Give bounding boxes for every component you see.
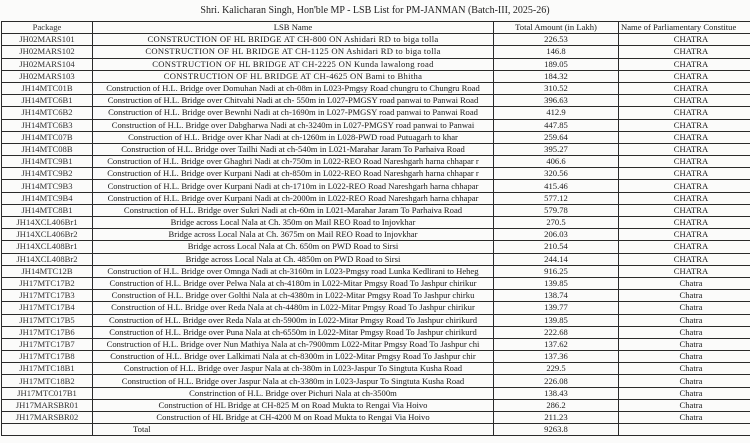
constituency-cell: CHATRA (619, 143, 750, 155)
lsb-name-cell: Construction of H.L. Bridge over Jaspur Nala at ch-3380m in L023-Jaspur To Singtuta Kusha Road (93, 375, 494, 387)
constituency-cell: Chatra (619, 351, 750, 363)
lsb-name-cell: CONSTRUCTION OF HL BRIDGE AT CH-1125 ON Ashidari RD to biga tolla (93, 46, 494, 58)
amount-cell: 259.64 (494, 131, 619, 143)
package-cell: JH17MTC18B1 (2, 363, 93, 375)
table-row (2, 34, 750, 46)
lsb-table (1, 21, 750, 436)
package-cell: JH14MTC6B2 (2, 107, 93, 119)
lsb-name-cell: Construction of H.L. Bridge over Bewnhi Nadi at ch-1690m in L027-PMGSY road panwai to Panwai Road (93, 107, 494, 119)
table-body (2, 34, 750, 424)
amount-cell: 222.68 (494, 326, 619, 338)
lsb-name-cell: Construction of H.L. Bridge over Domuhan Nadi at ch-08m in L023-Pmgsy Road chungru to Chungru Road (93, 82, 494, 94)
header-total-amount: Total Amount (in Lakh) (494, 22, 619, 34)
table-row (2, 290, 750, 302)
constituency-cell: CHATRA (619, 253, 750, 265)
table-row (2, 363, 750, 375)
table-row (2, 412, 750, 424)
constituency-cell: Chatra (619, 338, 750, 350)
constituency-cell: CHATRA (619, 58, 750, 70)
constituency-cell: Chatra (619, 375, 750, 387)
table-row (2, 387, 750, 399)
table-row (2, 192, 750, 204)
table-row (2, 399, 750, 411)
amount-cell: 139.85 (494, 277, 619, 289)
lsb-name-cell: Construction of H.L. Bridge over Sukri Nadi at ch-60m in L021-Marahar Jaram To Parhaiva Road (93, 204, 494, 216)
lsb-name-cell: Construction of H.L. Bridge over Jaspur Nala at ch-380m in L023-Jaspur To Singtuta Kusha Road (93, 363, 494, 375)
package-cell: JH17MTC17B7 (2, 338, 93, 350)
package-cell: JH17MTC17B5 (2, 314, 93, 326)
table-row (2, 70, 750, 82)
constituency-cell: Chatra (619, 363, 750, 375)
table-row (2, 277, 750, 289)
amount-cell: 137.62 (494, 338, 619, 350)
package-cell: JH14XCL406Br2 (2, 229, 93, 241)
package-cell: JH14MTC9B3 (2, 180, 93, 192)
table-row (2, 204, 750, 216)
header-parliamentary-constituency: Name of Parliamentary Constitue (619, 22, 750, 34)
amount-cell: 138.74 (494, 290, 619, 302)
table-row (2, 326, 750, 338)
document-title: Shri. Kalicharan Singh, Hon'ble MP - LSB List for PM-JANMAN (Batch-III, 2025-26) (200, 5, 550, 16)
constituency-cell: CHATRA (619, 70, 750, 82)
amount-cell: 211.23 (494, 412, 619, 424)
amount-cell: 210.54 (494, 241, 619, 253)
table-header-row (2, 22, 750, 34)
package-cell: JH14MTC12B (2, 265, 93, 277)
total-amount: 9263.8 (494, 424, 619, 436)
package-cell: JH17MTC18B2 (2, 375, 93, 387)
package-cell: JH14MTC6B1 (2, 95, 93, 107)
constituency-cell: CHATRA (619, 34, 750, 46)
table-row (2, 156, 750, 168)
header-lsb-name: LSB Name (93, 22, 494, 34)
amount-cell: 139.85 (494, 314, 619, 326)
amount-cell: 916.25 (494, 265, 619, 277)
lsb-name-cell: CONSTRUCTION OF HL BRIDGE AT CH-2225 ON Kunda lawalong road (93, 58, 494, 70)
package-cell: JH17MARSBR02 (2, 412, 93, 424)
lsb-name-cell: Construction of H.L. Bridge over Reda Nala at ch-5900m in L022-Mitar Pmgsy Road To Jashpur chirikurd (93, 314, 494, 326)
package-cell: JH14MTC6B3 (2, 119, 93, 131)
amount-cell: 320.56 (494, 168, 619, 180)
constituency-cell: CHATRA (619, 192, 750, 204)
lsb-name-cell: Construction of H.L. Bridge over Omnga Nadi at ch-3160m in L023-Pmgsy road Lunka Kedlirani to Heheg (93, 265, 494, 277)
lsb-name-cell: Construction of H.L. Bridge over Pelwa Nala at ch-4180m in L022-Mitar Pmgsy Road To Jashpur chirikur (93, 277, 494, 289)
table-row (2, 351, 750, 363)
constituency-cell: CHATRA (619, 180, 750, 192)
package-cell: JH02MARS104 (2, 58, 93, 70)
amount-cell: 412.9 (494, 107, 619, 119)
table-row (2, 217, 750, 229)
amount-cell: 415.46 (494, 180, 619, 192)
lsb-name-cell: Construction of H.L. Bridge over Golthi Nala at ch-4380m in L022-Mitar Pmgsy Road To Jashpur chirku (93, 290, 494, 302)
amount-cell: 184.32 (494, 70, 619, 82)
constituency-cell: CHATRA (619, 131, 750, 143)
lsb-name-cell: Construction of HL Bridge at CH-4200 M on Road Mukta to Rengai Via Hoivo (93, 412, 494, 424)
table-row (2, 107, 750, 119)
lsb-name-cell: Construction of HL Bridge at CH-825 M on Road Mukta to Rengai Via Hoivo (93, 399, 494, 411)
lsb-name-cell: Construction of H.L. Bridge over Nun Mathiya Nala at ch-7900mm L022-Mitar Pmgsy Road To Jashpur chi (93, 338, 494, 350)
package-cell: JH02MARS102 (2, 46, 93, 58)
constituency-cell: Chatra (619, 412, 750, 424)
constituency-cell: CHATRA (619, 168, 750, 180)
package-cell: JH14MTC9B1 (2, 156, 93, 168)
lsb-name-cell: Bridge across Local Nala at Ch. 3675m on Mail REO Road to Injovkhar (93, 229, 494, 241)
constituency-cell: CHATRA (619, 82, 750, 94)
lsb-name-cell: Construction of H.L. Bridge over Lalkimati Nala at ch-8300m in L022-Mitar Pmgsy Road To Jashpur chir (93, 351, 494, 363)
lsb-name-cell: Construction of H.L. Bridge over Dabgharwa Nadi at ch-3240m in L027-PMGSY road panwai to Panwai (93, 119, 494, 131)
package-cell: JH17MTC17B2 (2, 277, 93, 289)
table-row (2, 375, 750, 387)
table-row (2, 229, 750, 241)
amount-cell: 226.53 (494, 34, 619, 46)
amount-cell: 406.6 (494, 156, 619, 168)
package-cell: JH17MTC17B8 (2, 351, 93, 363)
constituency-cell: CHATRA (619, 241, 750, 253)
constituency-cell: CHATRA (619, 95, 750, 107)
amount-cell: 226.08 (494, 375, 619, 387)
amount-cell: 396.63 (494, 95, 619, 107)
package-cell: JH14XCL408Br2 (2, 253, 93, 265)
table-row (2, 143, 750, 155)
amount-cell: 395.27 (494, 143, 619, 155)
table-row (2, 82, 750, 94)
package-cell: JH14MTC9B4 (2, 192, 93, 204)
package-cell: JH17MTC17B6 (2, 326, 93, 338)
table-row (2, 131, 750, 143)
constituency-cell: CHATRA (619, 217, 750, 229)
constituency-cell: Chatra (619, 290, 750, 302)
amount-cell: 310.52 (494, 82, 619, 94)
constituency-cell: CHATRA (619, 156, 750, 168)
lsb-name-cell: Construction of H.L. Bridge over Kurpani Nadi at ch-850m in L022-REO Road Nareshgarh harna chhapar r (93, 168, 494, 180)
table-row (2, 46, 750, 58)
table-row (2, 338, 750, 350)
header-package: Package (2, 22, 93, 34)
table-row (2, 168, 750, 180)
amount-cell: 229.5 (494, 363, 619, 375)
amount-cell: 577.12 (494, 192, 619, 204)
table-row (2, 253, 750, 265)
package-cell: JH17MTC17B4 (2, 302, 93, 314)
package-cell: JH02MARS101 (2, 34, 93, 46)
lsb-name-cell: Construction of H.L. Bridge over Khar Nadi at ch-1260m in L028-PWD road Putuagarh to khar (93, 131, 494, 143)
constituency-cell: CHATRA (619, 229, 750, 241)
constituency-cell: Chatra (619, 277, 750, 289)
amount-cell: 146.8 (494, 46, 619, 58)
package-cell: JH02MARS103 (2, 70, 93, 82)
total-row (2, 424, 750, 436)
lsb-name-cell: Bridge across Local Nala at Ch. 650m on PWD Road to Sirsi (93, 241, 494, 253)
constituency-cell: CHATRA (619, 46, 750, 58)
amount-cell: 137.36 (494, 351, 619, 363)
constituency-cell: Chatra (619, 314, 750, 326)
lsb-name-cell: CONSTRUCTION OF HL BRIDGE AT CH-4625 ON Bami to Bhitha (93, 70, 494, 82)
table-row (2, 180, 750, 192)
lsb-name-cell: Constrinction of H.L. Bridge over Pichuri Nala at ch-3500m (93, 387, 494, 399)
constituency-cell: CHATRA (619, 119, 750, 131)
table-row (2, 119, 750, 131)
table-row (2, 95, 750, 107)
package-cell: JH14XCL408Br1 (2, 241, 93, 253)
lsb-name-cell: Construction of H.L. Bridge over Chitvahi Nadi at ch- 550m in L027-PMGSY road panwai to Panwai Road (93, 95, 494, 107)
lsb-name-cell: Construction of H.L. Bridge over Ghaghri Nadi at ch-750m in L022-REO Road Nareshgarh harna chhapar r (93, 156, 494, 168)
table-row (2, 314, 750, 326)
package-cell: JH14MTC8B1 (2, 204, 93, 216)
table-row (2, 302, 750, 314)
package-cell: JH14XCL406Br1 (2, 217, 93, 229)
lsb-name-cell: CONSTRUCTION OF HL BRIDGE AT CH-800 ON Ashidari RD to biga tolla (93, 34, 494, 46)
package-cell: JH14MTC01B (2, 82, 93, 94)
package-cell: JH14MTC9B2 (2, 168, 93, 180)
amount-cell: 270.5 (494, 217, 619, 229)
constituency-cell: CHATRA (619, 107, 750, 119)
constituency-cell: CHATRA (619, 265, 750, 277)
total-package-cell (2, 424, 93, 436)
constituency-cell: Chatra (619, 399, 750, 411)
lsb-name-cell: Construction of H.L. Bridge over Kurpani Nadi at ch-2000m in L022-REO Road Nareshgarh harna chhapar (93, 192, 494, 204)
package-cell: JH17MTC017B1 (2, 387, 93, 399)
table-row (2, 241, 750, 253)
lsb-name-cell: Bridge across Local Nala at Ch. 350m on Mail REO Road to Injovkhar (93, 217, 494, 229)
package-cell: JH17MARSBR01 (2, 399, 93, 411)
package-cell: JH14MTC07B (2, 131, 93, 143)
table-row (2, 265, 750, 277)
amount-cell: 244.14 (494, 253, 619, 265)
constituency-cell: Chatra (619, 387, 750, 399)
total-pc-cell (619, 424, 750, 436)
constituency-cell: Chatra (619, 326, 750, 338)
amount-cell: 139.77 (494, 302, 619, 314)
lsb-name-cell: Bridge across Local Nala at Ch. 4850m on PWD Road to Sirsi (93, 253, 494, 265)
amount-cell: 189.05 (494, 58, 619, 70)
table-row (2, 58, 750, 70)
amount-cell: 579.78 (494, 204, 619, 216)
amount-cell: 286.2 (494, 399, 619, 411)
total-label: Total (93, 424, 494, 436)
amount-cell: 138.43 (494, 387, 619, 399)
constituency-cell: CHATRA (619, 204, 750, 216)
lsb-name-cell: Construction of H.L. Bridge over Tailhi Nadi at ch-540m in L021-Marahar Jaram To Parhaiva Road (93, 143, 494, 155)
lsb-name-cell: Construction of H.L. Bridge over Reda Nala at ch-4480m in L022-Mitar Pmgsy Road To Jashpur chirikur (93, 302, 494, 314)
lsb-name-cell: Construction of H.L. Bridge over Kurpani Nadi at ch-1710m in L022-REO Road Nareshgarh harna chhapar (93, 180, 494, 192)
package-cell: JH14MTC08B (2, 143, 93, 155)
amount-cell: 206.03 (494, 229, 619, 241)
constituency-cell: Chatra (619, 302, 750, 314)
lsb-name-cell: Construction of H.L. Bridge over Puna Nala at ch-6550m in L022-Mitar Pmgsy Road To Jashpur chirikurd (93, 326, 494, 338)
package-cell: JH17MTC17B3 (2, 290, 93, 302)
amount-cell: 447.85 (494, 119, 619, 131)
